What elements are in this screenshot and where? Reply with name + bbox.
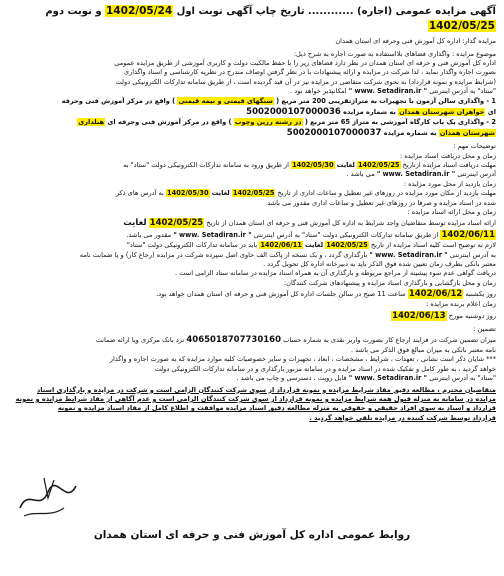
visit-1-text-b: به آدرس های ذکر: [115, 189, 164, 198]
tazmin-5-text-a: "ستاد" به آدرس اینترنتی: [429, 374, 496, 383]
upload-1-text-a: لازم به توضیح است کلیه اسناد مزایده از تاریخ: [370, 241, 496, 250]
notice-line-4: قرارداد توسط شرکت کننده در مزایده تلقی خواهد گردید .: [309, 413, 496, 422]
open-line-1: [8, 288, 496, 300]
footer-signature: روابط عمومی اداره کل آموزش فنی و حرفه ای استان همدان: [93, 529, 411, 541]
tazmin-1-text-a: میزان تضمین شرکت در فرایند ارجاع کار بصورت واریز نقدی به شماره حساب: [283, 336, 496, 345]
notes-title: توضیحات مهم :: [453, 142, 496, 151]
tazmin-line-5: [8, 374, 496, 383]
header-date-first: 1402/05/24: [106, 5, 173, 17]
auctioneer-line: مزایده گذار: اداره کل آموزش فنی وحرفه ای استان همدان: [335, 37, 496, 46]
setadiran-link[interactable]: " www. Setadiran.ir ": [173, 231, 252, 240]
open-title: زمان و محل بازگشایی و بارگذاری اسناد مزایده و پیشنهادهای شرکت کنندگان:: [283, 278, 496, 287]
tazmin-line-3: *** شایان ذکر است نشانی ، تعهدات ، شرایط ، مشخصات ، ابعاد ، تجهیزات و سایر خصوصیات کلیه موارد مزایده که به صورت اجاره و واگذار: [109, 355, 496, 364]
upload-1-text-b: باید در سامانه تدارکات الکترونیکی دولت "ستاد": [126, 241, 258, 250]
doc-1-text-b: از طریق ورود به سامانه تدارکات الکترونیکی دولت "ستاد" به: [123, 161, 289, 170]
setadiran-link[interactable]: " www. Setadiran.ir ": [348, 374, 428, 383]
tazmin-5-text-b: قابل رویت ، دسترسی و چاپ می باشد .: [236, 374, 347, 383]
header-mid: و نوبت دوم: [45, 6, 102, 17]
submit-date-start: 1402/05/25: [149, 218, 204, 229]
result-date: 1402/06/13: [392, 310, 446, 321]
submit-title: زمان و محل ارائه اسناد مزایده :: [407, 207, 496, 216]
doc-2-text-b: می باشد .: [346, 170, 375, 179]
tazmin-line-4: خواهد گردید ، به طور کامل و تفکیک شده در اسناد مزایده و در سامانه مزبور بارگذاری و در سامانه تدارکات الکترونیکی دولت: [154, 364, 496, 373]
intro-4-post: امکانپذیر خواهد بود .: [290, 87, 347, 96]
visit-date-end: 1402/05/30: [167, 189, 209, 198]
item-1-text-b: ) واقع در مرکز آموزش فنی وحرفه: [61, 96, 176, 105]
upload-date-end: 1402/06/11: [260, 241, 302, 250]
intro-4-pre: "ستاد" به آدرس اینترنتی: [429, 87, 496, 96]
item-2-text-b: ) واقع در مرکز آموزش فنی وحرفه ای: [107, 117, 232, 126]
item-1-auction-number: 5002000107000036: [246, 106, 341, 117]
result-1-text-a: روز دوشنبه مورخ: [448, 311, 496, 320]
intro-line-1: اداره کل آموزش فنی و حرفه ای استان همدان در نظر دارد فضاهای زیر را با حفظ مالکیت دولت و کاربری آموزشی از طریق مزایده عمومی: [114, 59, 496, 68]
submit-2-text-b: مقدور می باشد.: [126, 231, 172, 240]
doc-until: لغایت: [336, 161, 355, 170]
upload-2-text-a: به آدرس اینترنتی: [449, 250, 496, 259]
open-date: 1402/06/12: [408, 289, 463, 300]
item-2-auction-number: 5002000107000037: [286, 128, 382, 139]
upload-line-1: [8, 241, 496, 250]
item-2-text-c: به شماره مزایده: [383, 129, 437, 138]
setadiran-link[interactable]: " www. Setadiran.ir ": [348, 87, 428, 96]
official-stamp-icon: [14, 468, 84, 528]
item-2-line-2: [8, 127, 496, 139]
open-1-text-a: روز یکشنبه: [465, 290, 496, 299]
item-2-highlight-city: شهرستان همدان: [439, 129, 495, 138]
submit-line-1: [8, 217, 496, 229]
header-prefix: آگهی مزایده عمومی (اجاره) ............ تاریخ چاپ آگهی نوبت اول: [176, 6, 496, 17]
item-1-highlight-gems: سنگهای قیمتی و نیمه قیمتی: [178, 96, 273, 105]
tazmin-title: تضمین :: [473, 324, 496, 333]
doc-1-text-a: مهلت دریافت اسناد مزایده ازتاریخ: [402, 161, 496, 170]
notice-line-1: متقاضیان محترم ، مطالعه دقیق مفاد شرایط مزایده و نمونه قرارداد از سوی شرکت کنندگان الزامی است و شرکت در مزایده و بارگذاری اسناد: [36, 385, 496, 394]
setadiran-link[interactable]: " www. Setadiran.ir ": [376, 170, 456, 179]
visit-1-text-a: مهلت بازدید از مکان مورد مزایده در روزهای غیر تعطیل و ساعات اداری از تاریخ: [277, 189, 496, 198]
account-number: 4065018707730160: [186, 335, 281, 346]
item-2-text-a: 2 - واگذاری یک باب کارگاه آموزشی به متراژ 65 متر مربع (: [304, 117, 496, 126]
doc-title: زمان و محل دریافت اسناد مزایده :: [400, 151, 496, 160]
important-notice: [8, 386, 496, 423]
doc-date-start: 1402/05/25: [357, 161, 400, 170]
item-1-text-c: ای: [487, 107, 496, 116]
visit-until: لغایت: [211, 189, 230, 198]
item-1-text-a: 1 - واگذاری سالن آزمون با تجهیزات به متراژتقریبی 200 متر مربع (: [276, 96, 496, 105]
intro-line-2: بصورت اجاره واگذار نماید ، لذا شرکت در مزایده و ارائه پیشنهادات با در نظر گرفتن اوصاف مندرج در نظریه کارشناسی و اسناد واگذاری: [123, 68, 496, 77]
item-1-line-1: [8, 97, 496, 106]
visit-line-2: شده در اسناد مزایده و صرفا در روزهای غیر تعطیل و ساعات اداری مقدور می باشد: [267, 198, 496, 207]
item-1-text-d: به شماره مزایده: [343, 107, 396, 116]
item-2-highlight-field: در رشته رزین وچوب: [234, 117, 302, 126]
result-title: زمان اعلام برنده مزایده :: [426, 300, 496, 309]
upload-2-text-b: بارگذاری گردد ، و یک نسخه از پاکت الف حاوی اصل سپرده شرکت در مزایده (رجاع کار) و یا ضمانت نامه: [79, 250, 368, 259]
result-line-1: [8, 310, 496, 322]
upload-line-3: معتبر بانکی بطرف زمان تعیین شده فوق الذکر باید به دبیرخانه اداره کل تحویل گردد .: [263, 260, 496, 269]
upload-line-2: [8, 251, 496, 260]
upload-until: لغایت: [304, 241, 324, 250]
tazmin-1-text-b: نزد بانک مرکزی ویا ارائه ضمانت: [95, 336, 185, 345]
submit-date-end: 1402/06/11: [441, 230, 495, 241]
submit-until: لغایت: [123, 218, 147, 229]
submit-2-text-a: از طریق سامانه تدارکات الکترونیکی دولت "ستاد" به آدرس اینترنتی: [253, 231, 439, 240]
doc-2-text-a: آدرس اینترنتی: [457, 170, 496, 179]
item-1-highlight-location: خواهران شهرستان همدان: [399, 107, 485, 116]
submit-line-2: [8, 229, 496, 241]
notice-line-2: مزایده در سامانه به منزله قبول همه شرایط مزایده و نمونه قرارداد از سوی شرکت کنندگان الزامی است و عدم آگاهی از مفاد شرایط مزایده و نمونه: [15, 394, 496, 403]
item-2-highlight-place: هنلداری: [78, 117, 105, 126]
visit-title: زمان بازدید از محل مورد مزایده :: [403, 179, 496, 188]
tazmin-line-1: [8, 334, 496, 346]
item-2-line-1: [8, 118, 496, 127]
open-1-text-b: ساعت 11 صبح در سالن جلسات اداره کل آموزش فنی و حرفه ای استان همدان خواهد بود.: [156, 290, 406, 299]
doc-date-end: 1402/05/30: [292, 161, 334, 170]
tazmin-line-2: نامه معتبر بانکی به میزان مبالغ فوق الذکر می باشد .: [351, 346, 496, 355]
item-1-line-2: [8, 106, 496, 118]
subject-line: موضوع مزایده : واگذاری فضاهای بلااستفاده به صورت اجاره به شرح ذیل:: [293, 49, 496, 58]
visit-line-1: [8, 189, 496, 198]
visit-date-start: 1402/05/25: [232, 189, 275, 198]
intro-line-4: [8, 87, 496, 96]
notice-line-3: قرارداد و اسناد به سوی افراد حقیقی و حقوقی به منزله مطالعه دقیق اسناد مزایده موافقت و اطلاع کامل از مفاد اسناد مزایده و نمونه: [57, 404, 496, 413]
notice-header: [8, 4, 496, 34]
upload-date-start: 1402/05/25: [326, 241, 368, 250]
setadiran-link[interactable]: " www. Setadiran.ir ": [369, 250, 448, 259]
submit-1-text-a: ارائه اسناد مزایده توسط متقاضیان واجد شرایط به اداره کل آموزش فنی و حرفه ای استان همدان از تاریخ: [206, 219, 496, 228]
doc-line-2: [8, 170, 496, 179]
header-date-second: 1402/05/25: [428, 20, 495, 33]
intro-line-3: (شرایط مزایده و نمونه قرارداد) به نحوی شرکت متقاضی در مزایده نیز در آن قید گردیده است ، از طریق سامانه تدارکات الکترونیکی دولت: [115, 77, 496, 86]
upload-line-4: دریافت گواهی عدم سوء پیشینه از مراجع مربوطه و بارگذاری آن به همراه اسناد مزایده در سامانه ستاد الزامی است .: [175, 269, 496, 278]
